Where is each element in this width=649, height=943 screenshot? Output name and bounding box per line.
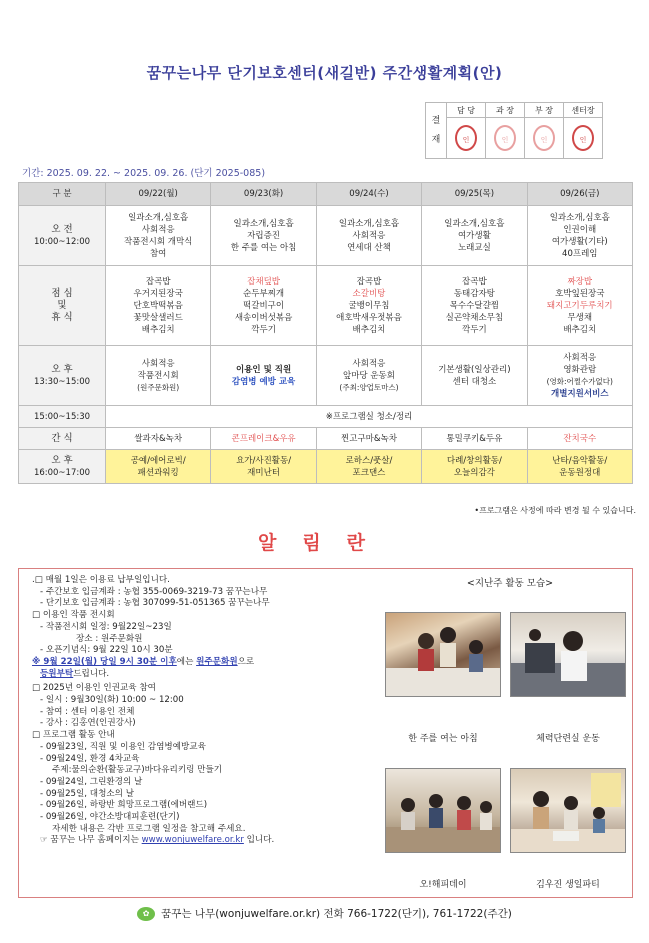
notice-line: ☞ 꿈꾸는 나무 홈페이지는 www.wonjuwelfare.or.kr 입니다.: [40, 835, 275, 846]
seal-stamp-icon: 인: [494, 125, 516, 151]
notice-line: - 참여 : 센터 이용인 전체: [40, 706, 135, 717]
row-label: 15:00~15:30: [19, 406, 106, 428]
snack-cell: 쌀과자&녹차: [106, 428, 211, 450]
approval-box: [425, 102, 603, 159]
table-row: [19, 183, 633, 206]
photo-morning-meeting: [385, 612, 501, 697]
change-note: •프로그램은 사정에 따라 변경 될 수 있습니다.: [474, 506, 636, 515]
table-row: [19, 346, 633, 406]
cell: 사회적응 영화관람 (영화:어쩔수가없다) 개별지원서비스: [527, 346, 632, 406]
cleanup-cell: ※프로그램실 청소/정리: [106, 406, 633, 428]
table-row: [19, 450, 633, 484]
seal-stamp-icon: 인: [455, 125, 477, 151]
cell: 일과소개,심호흡 사회적응 연세대 산책: [316, 206, 421, 266]
club-cell: 난타/음악활동/ 운동원정대: [527, 450, 632, 484]
notice-line: □ 2025년 이용인 인권교육 참여: [32, 683, 156, 694]
photo-caption: 한 주를 여는 아침: [408, 734, 478, 744]
header-cell: 09/24(수): [316, 183, 421, 206]
seal-stamp-icon: 인: [533, 125, 555, 151]
snack-cell: 찐고구마&녹차: [316, 428, 421, 450]
footer: [0, 906, 649, 921]
approval-header: 담 당: [447, 103, 486, 118]
menu-cell: 잡채덮밥 순두부찌개 떡갈비구이 새송이버섯볶음 깍두기: [211, 266, 316, 346]
notice-line: - 오픈기념식: 9월 22일 10시 30분: [40, 645, 173, 656]
table-row: [19, 266, 633, 346]
cell: 사회적응 작품전시회 (원주문화원): [106, 346, 211, 406]
row-label: 오 후 16:00~17:00: [19, 450, 106, 484]
photo-happy-day: [385, 768, 501, 853]
page-title: 꿈꾸는나무 단기보호센터(새길반) 주간생활계획(안): [146, 64, 503, 82]
cell: 일과소개,심호흡 인권이해 여가생활(기타) 40프레임: [527, 206, 632, 266]
menu-cell: 잡곡밥 동태감자탕 목수수달걀찜 실곤약채소무침 깍두기: [422, 266, 527, 346]
club-cell: 공예/에어로빅/ 패션과워킹: [106, 450, 211, 484]
notice-line: .□ 매월 1일은 이용료 납부일입니다.: [32, 575, 170, 585]
notice-line: 자세한 내용은 각반 프로그램 일정을 참고해 주세요.: [52, 823, 246, 834]
period: 기간: 2025. 09. 22. ~ 2025. 09. 26. (단기 2025-085): [22, 168, 266, 179]
row-label: 점 심 및 휴 식: [19, 266, 106, 346]
photo-caption: 김우진 생일파티: [536, 880, 600, 890]
seal-stamp-icon: 인: [572, 125, 594, 151]
tree-logo-icon: ✿: [137, 907, 155, 921]
notice-line: - 09월26일, 야간소방대피훈련(단기): [40, 812, 180, 823]
cell: 사회적응 앞마당 운동회 (주최:양업토마스): [316, 346, 421, 406]
photo-gym-exercise: [510, 612, 626, 697]
table-row: [19, 406, 633, 428]
notice-line: - 09월24일, 환경 4차교육: [40, 753, 140, 764]
footer-text: 꿈꾸는 나무(wonjuwelfare.or.kr) 전화 766-1722(단기), 761-1722(주간): [161, 908, 512, 920]
table-row: [19, 206, 633, 266]
header-cell: 09/26(금): [527, 183, 632, 206]
notice-title: 알림란: [257, 532, 392, 554]
notice-line: 등원부탁드립니다.: [40, 668, 110, 679]
photo-caption: 체력단련실 운동: [536, 734, 600, 744]
row-label: 간 식: [19, 428, 106, 450]
notice-line: - 09월26일, 하랑반 희망프로그램(에버랜드): [40, 800, 208, 811]
header-cell: 09/22(월): [106, 183, 211, 206]
notice-line: - 주간보호 입금계좌 : 농협 355-0069-3219-73 꿈꾸는나무: [40, 586, 268, 597]
notice-line: □ 이용인 작품 전시회: [32, 610, 115, 621]
approval-seal: [486, 118, 525, 159]
approval-seal: [447, 118, 486, 159]
notice-line: □ 프로그램 활동 안내: [32, 730, 115, 741]
club-cell: 요가/사진활동/ 재미난터: [211, 450, 316, 484]
gallery-title: <지난주 활동 모습>: [466, 578, 554, 589]
notice-line: ※ 9월 22일(월) 당일 9시 30분 이후에는 원주문화원으로: [32, 656, 255, 667]
approval-header: 부 장: [525, 103, 564, 118]
schedule-table: [18, 182, 633, 484]
notice-line: - 작품전시회 일정: 9월22일~23일: [40, 621, 172, 632]
menu-cell: 잡곡밥 소갈비탕 굴뱅이무침 애호박새우젓볶음 배추김치: [316, 266, 421, 346]
approval-header: 센터장: [564, 103, 603, 118]
photo-birthday-party: [510, 768, 626, 853]
notice-line: - 09월24일, 그린환경의 날: [40, 776, 143, 787]
notice-line: 장소 : 원주문화원: [76, 633, 143, 644]
notice-line: 주제:물의순환(활동교구)바다유리키링 만들기: [52, 765, 223, 776]
cell: 일과소개,심호흡 자립증진 한 주를 여는 아침: [211, 206, 316, 266]
approval-side-label: 결 재: [426, 103, 447, 159]
table-row: [19, 428, 633, 450]
photo-caption: 오!해피데이: [419, 880, 467, 890]
homepage-link[interactable]: www.wonjuwelfare.or.kr: [141, 835, 244, 846]
cell: 일과소개,심호흡 사회적응 작품전시회 개막식 참여: [106, 206, 211, 266]
header-cell: 09/23(화): [211, 183, 316, 206]
header-cell: 09/25(목): [422, 183, 527, 206]
cell: 기본생활(일상관리) 센터 대청소: [422, 346, 527, 406]
header-cell: 구 분: [19, 183, 106, 206]
approval-header: 과 장: [486, 103, 525, 118]
snack-cell: 통밀쿠키&두유: [422, 428, 527, 450]
snack-cell: 콘프레이크&우유: [211, 428, 316, 450]
club-cell: 다례/창의활동/ 오늘의감각: [422, 450, 527, 484]
menu-cell: 짜장밥 호박잎된장국 돼지고기두루치기 무생채 배추김치: [527, 266, 632, 346]
snack-cell: 잔치국수: [527, 428, 632, 450]
cell: 이용인 및 직원 감염병 예방 교육: [211, 346, 316, 406]
notice-text: [32, 575, 382, 847]
approval-seal: [525, 118, 564, 159]
cell: 일과소개,심호흡 여가생활 노래교실: [422, 206, 527, 266]
notice-line: - 09월23일, 직원 및 이용인 감염병예방교육: [40, 741, 206, 752]
notice-line: - 강사 : 김홍연(인권강사): [40, 718, 136, 729]
notice-line: - 일시 : 9월30일(화) 10:00 ~ 12:00: [40, 695, 184, 706]
club-cell: 로하스/풋살/ 포크댄스: [316, 450, 421, 484]
row-label: 오 후 13:30~15:00: [19, 346, 106, 406]
approval-seal: [564, 118, 603, 159]
notice-line: - 09월25일, 대청소의 날: [40, 788, 135, 799]
row-label: 오 전 10:00~12:00: [19, 206, 106, 266]
menu-cell: 잡곡밥 우거지된장국 단호박떡볶음 꽃맛살샐러드 배추김치: [106, 266, 211, 346]
notice-line: - 단기보호 입금계좌 : 농협 307099-51-051365 꿈꾸는나무: [40, 598, 270, 609]
